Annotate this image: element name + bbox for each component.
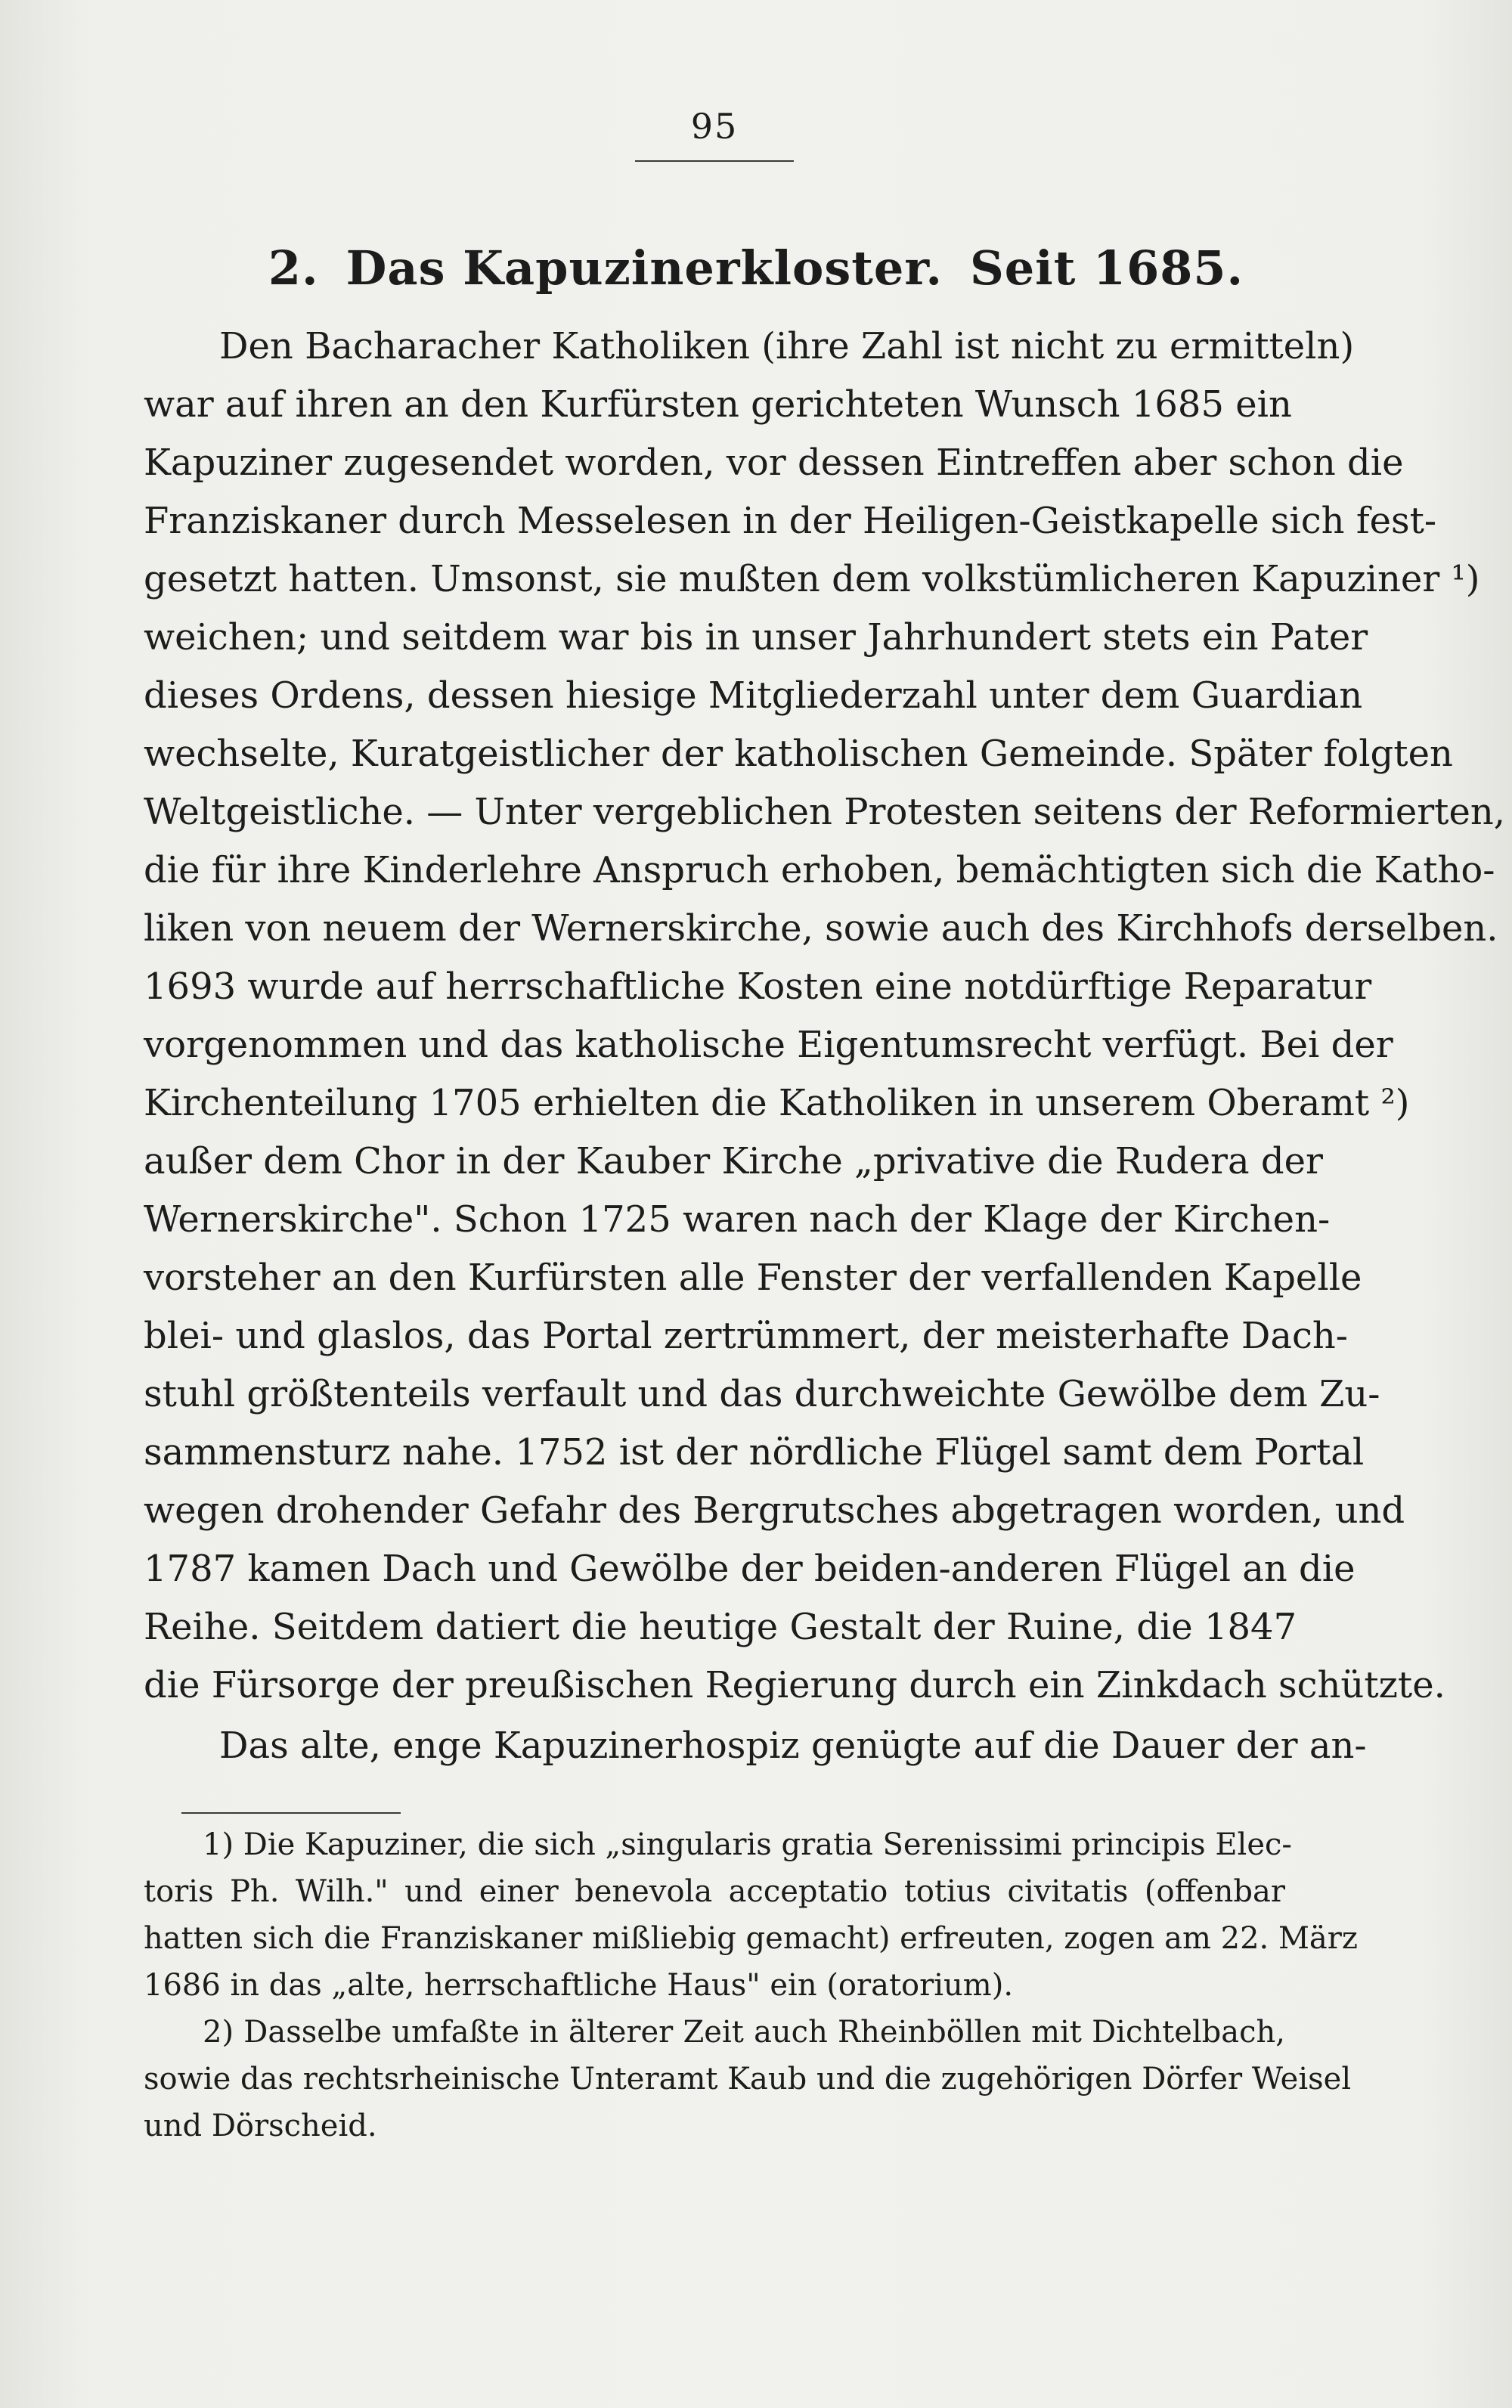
body-line: vorsteher an den Kurfürsten alle Fenster der verfallenden Kapelle	[144, 1257, 1362, 1299]
body-line: 1787 kamen Dach und Gewölbe der beiden-anderen Flügel an die	[144, 1548, 1356, 1590]
section-number: 2.	[268, 240, 319, 296]
body-line: gesetzt hatten. Umsonst, sie mußten dem volkstümlicheren Kapuziner ¹)	[144, 558, 1480, 600]
footnote-line: toris Ph. Wilh." und einer benevola acceptatio totius civitatis (offenbar	[144, 1874, 1285, 1909]
body-line: Kirchenteilung 1705 erhielten die Katholiken in unserem Oberamt ²)	[144, 1082, 1410, 1124]
body-line: wechselte, Kuratgeistlicher der katholischen Gemeinde. Später folgten	[144, 733, 1453, 775]
body-line: Das alte, enge Kapuzinerhospiz genügte auf die Dauer der an-	[219, 1725, 1367, 1767]
body-line: die Fürsorge der preußischen Regierung durch ein Zinkdach schützte.	[144, 1664, 1445, 1706]
body-line: blei- und glaslos, das Portal zertrümmert, der meisterhafte Dach-	[144, 1315, 1349, 1357]
footnote-line: und Dörscheid.	[144, 2109, 377, 2143]
body-line: Reihe. Seitdem datiert die heutige Gestalt der Ruine, die 1847	[144, 1606, 1297, 1648]
footnote-line: 1) Die Kapuziner, die sich „singularis gratia Serenissimi principis Elec-	[203, 1827, 1292, 1862]
page-number-rule	[635, 160, 794, 162]
section-title: Das Kapuzinerkloster.	[345, 240, 943, 296]
body-line: dieses Ordens, dessen hiesige Mitgliederzahl unter dem Guardian	[144, 674, 1363, 717]
footnote-rule	[181, 1812, 401, 1814]
body-line: 1693 wurde auf herrschaftliche Kosten eine notdürftige Reparatur	[144, 965, 1372, 1008]
body-line: Kapuziner zugesendet worden, vor dessen Eintreffen aber schon die	[144, 442, 1404, 484]
footnote-line: hatten sich die Franziskaner mißliebig gemacht) erfreuten, zogen am 22. März	[144, 1921, 1358, 1956]
body-line: Franziskaner durch Messelesen in der Heiligen-Geistkapelle sich fest-	[144, 500, 1437, 542]
body-line: Weltgeistliche. — Unter vergeblichen Protesten seitens der Reformierten,	[144, 791, 1506, 833]
body-line: vorgenommen und das katholische Eigentumsrecht verfügt. Bei der	[144, 1024, 1393, 1066]
body-line: Den Bacharacher Katholiken (ihre Zahl ist nicht zu ermitteln)	[219, 325, 1355, 367]
body-line: die für ihre Kinderlehre Anspruch erhoben, bemächtigten sich die Katho-	[144, 849, 1495, 891]
body-line: liken von neuem der Wernerskirche, sowie auch des Kirchhofs derselben.	[144, 907, 1498, 950]
body-line: weichen; und seitdem war bis in unser Jahrhundert stets ein Pater	[144, 616, 1368, 659]
body-line: stuhl größtenteils verfault und das durchweichte Gewölbe dem Zu-	[144, 1373, 1380, 1415]
body-line: außer dem Chor in der Kauber Kirche „privative die Rudera der	[144, 1140, 1323, 1182]
section-heading	[144, 240, 1368, 296]
footnote-line: 1686 in das „alte, herrschaftliche Haus" ein (oratorium).	[144, 1968, 1014, 2003]
section-date: Seit 1685.	[969, 240, 1244, 296]
footnote-line: 2) Dasselbe umfaßte in älterer Zeit auch Rheinböllen mit Dichtelbach,	[203, 2015, 1285, 2050]
body-line: war auf ihren an den Kurfürsten gerichteten Wunsch 1685 ein	[144, 383, 1292, 426]
body-line: Wernerskirche". Schon 1725 waren nach der Klage der Kirchen-	[144, 1198, 1331, 1241]
body-line: sammensturz nahe. 1752 ist der nördliche Flügel samt dem Portal	[144, 1431, 1365, 1474]
body-line: wegen drohender Gefahr des Bergrutsches abgetragen worden, und	[144, 1489, 1405, 1532]
page-number: 95	[690, 106, 739, 147]
footnote-line: sowie das rechtsrheinische Unteramt Kaub und die zugehörigen Dörfer Weisel	[144, 2062, 1352, 2097]
